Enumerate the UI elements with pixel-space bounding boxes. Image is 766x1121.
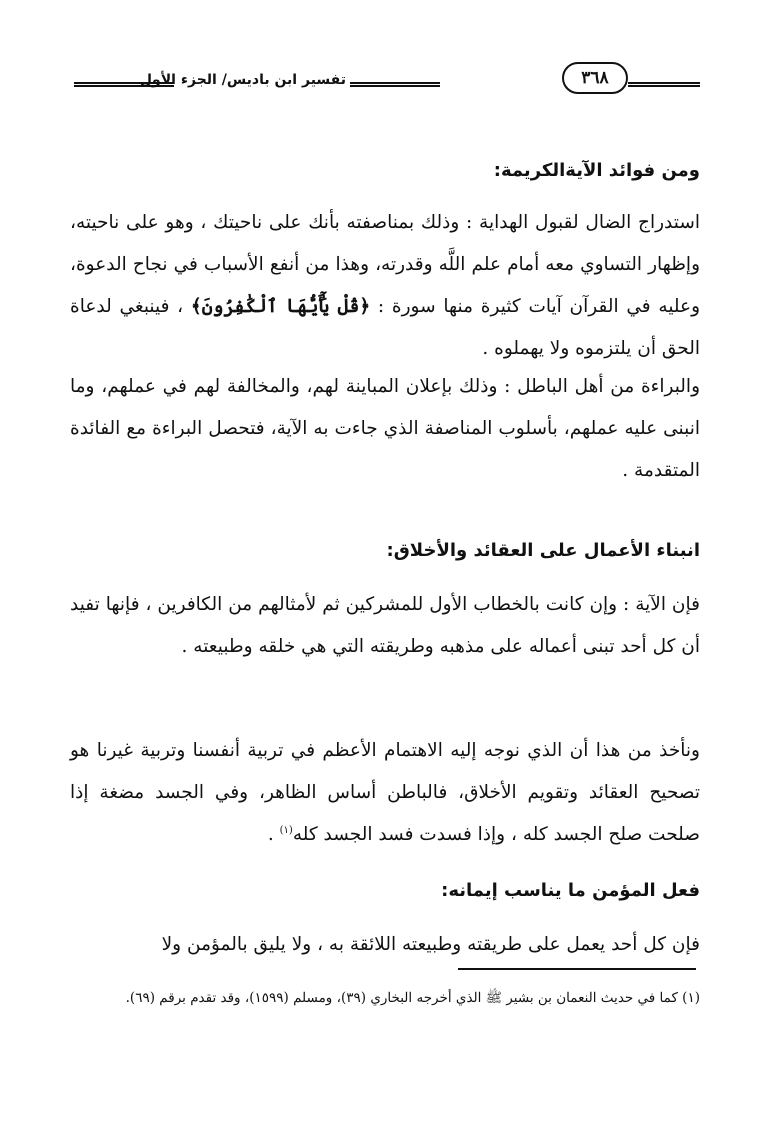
quran-verse: ﴿قُلْ يَٰٓأَيُّهَا ٱلْكَٰفِرُونَ﴾	[190, 296, 371, 317]
header-rule-right	[628, 82, 700, 87]
footnote-separator	[458, 968, 696, 970]
paragraph-end: .	[267, 824, 280, 845]
section-heading-deeds-beliefs: انبناء الأعمال على العقائد والأخلاق:	[386, 540, 700, 561]
running-title: تفسير ابن باديس/ الجزء الأول	[139, 72, 346, 88]
page-number: ٣٦٨	[562, 62, 628, 94]
paragraph-disavowal: والبراءة من أهل الباطل : وذلك بإعلان المباينة لهم، والمخالفة لهم في عملهم، وما انبنى عليه عملهم، بأسلوب المناصفة الذي جاءت به الآية، فتحصل البراءة مع الفائدة المتقدمة .	[70, 376, 700, 481]
paragraph-text: استدراج الضال لقبول الهداية : وذلك بمناصفته بأنك على ناحيتك ، وهو على ناحيته، وإظهار التساوي معه أمام علم اللَّه وقدرته، وهذا من أنفع الأسباب في نجاح الدعوة، وعليه في القرآن آيات كثيرة منها سورة :	[70, 212, 701, 317]
paragraph-text: ونأخذ من هذا أن الذي نوجه إليه الاهتمام الأعظم في تربية أنفسنا وتربية غيرنا هو تصحيح العقائد وتقويم الأخلاق، فالباطن أساس الظاهر، وفي الجسد مضغة إذا صلحت صلح الجسد كله ، وإذا فسدت فسد الجسد كله	[70, 740, 700, 845]
paragraph-believer: فإن كل أحد يعمل على طريقته وطبيعته اللائقة به ، ولا يليق بالمؤمن ولا	[161, 934, 700, 955]
paragraph-text-end: ، فينبغي لدعاة الحق أن يلتزموه ولا يهملوه .	[70, 296, 700, 359]
section-heading-benefits: ومن فوائد الآيةالكريمة:	[493, 160, 700, 181]
paragraph-verse-meaning: فإن الآية : وإن كانت بالخطاب الأول للمشركين ثم لأمثالهم من الكافرين ، فإنها تفيد أن كل أحد تبنى أعماله على مذهبه وطريقته التي هي خلقه وطبيعته .	[70, 594, 700, 657]
paragraph-education	[70, 730, 700, 856]
paragraph-guidance	[70, 202, 700, 370]
page-header	[70, 62, 700, 96]
footnote: (١) كما في حديث النعمان بن بشير ﷺ الذي أخرجه البخاري (٣٩)، ومسلم (١٥٩٩)، وقد تقدم برقم (٦٩).	[125, 990, 700, 1006]
section-heading-believer-deeds: فعل المؤمن ما يناسب إيمانه:	[441, 880, 700, 901]
header-rule-middle	[350, 82, 440, 87]
footnote-reference[interactable]: (١)	[279, 824, 293, 836]
